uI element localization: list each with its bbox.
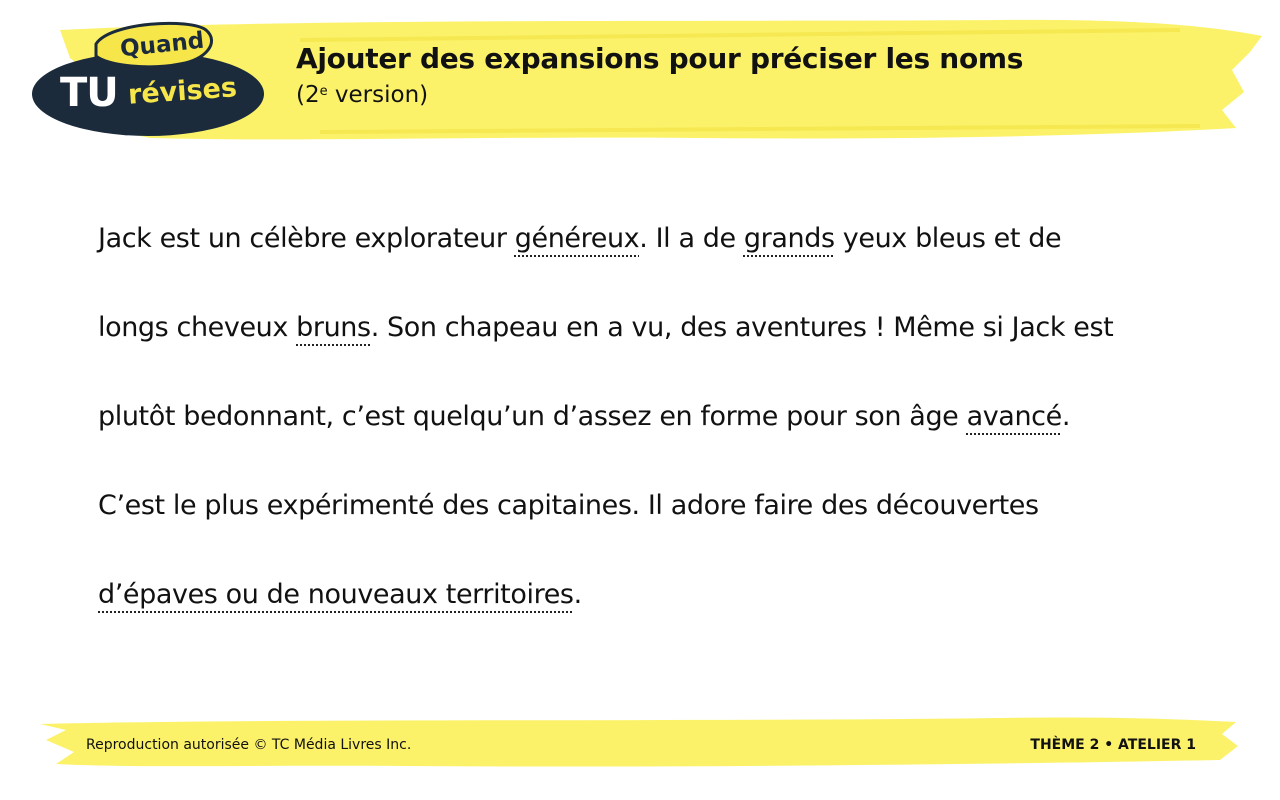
text-segment: plutôt bedonnant, c’est quelqu’un d’assez en forme pour son âge bbox=[98, 401, 967, 432]
subtitle-open: (2 bbox=[296, 82, 320, 108]
logo-tu: TU bbox=[60, 70, 118, 116]
logo-revises: révises bbox=[127, 72, 238, 111]
logo-quand: Quand bbox=[118, 27, 206, 63]
text-line bbox=[98, 305, 1228, 394]
page-subtitle bbox=[296, 82, 428, 108]
text-segment: longs cheveux bbox=[98, 312, 297, 343]
text-segment: yeux bleus et de bbox=[834, 223, 1062, 254]
logo bbox=[30, 14, 276, 140]
subtitle-rest: version) bbox=[327, 82, 429, 108]
text-segment: . Son chapeau en a vu, des aventures ! Même si Jack est bbox=[370, 312, 1114, 343]
text-segment: . bbox=[573, 579, 582, 610]
text-segment: . Il a de bbox=[639, 223, 744, 254]
expansion-word: grands bbox=[743, 223, 835, 254]
subtitle-superscript: e bbox=[319, 84, 328, 99]
text-line bbox=[98, 216, 1228, 305]
text-segment: Jack est un célèbre explorateur bbox=[98, 223, 515, 254]
expansion-word: bruns bbox=[296, 312, 371, 343]
text-segment: . bbox=[1061, 401, 1071, 432]
page-title: Ajouter des expansions pour préciser les noms bbox=[296, 42, 1024, 75]
text-line bbox=[98, 572, 1228, 661]
exercise-text bbox=[98, 216, 1228, 661]
text-line bbox=[98, 394, 1228, 483]
expansion-word: d’épaves ou de nouveaux territoires bbox=[98, 579, 574, 610]
text-line bbox=[98, 483, 1228, 572]
expansion-word: avancé bbox=[966, 401, 1062, 432]
footer-copyright: Reproduction autorisée © TC Média Livres Inc. bbox=[86, 737, 412, 753]
text-segment: C’est le plus expérimenté des capitaines. Il adore faire des découvertes bbox=[98, 490, 1039, 521]
expansion-word: généreux bbox=[514, 223, 640, 254]
footer-theme-atelier: THÈME 2 • ATELIER 1 bbox=[1030, 737, 1196, 753]
